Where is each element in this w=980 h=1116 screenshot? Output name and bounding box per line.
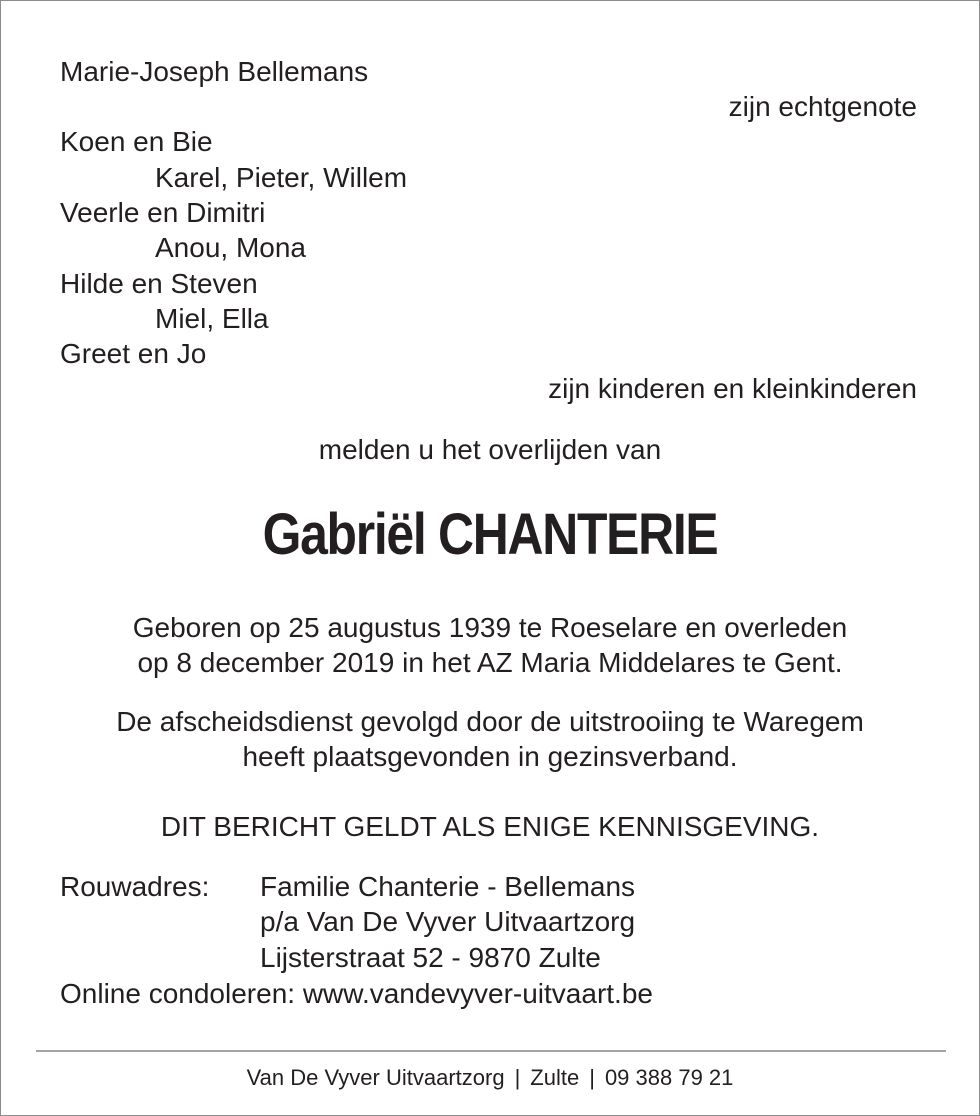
- service-line-2: heeft plaatsgevonden in gezinsverband.: [242, 741, 738, 772]
- official-notice: DIT BERICHT GELDT ALS ENIGE KENNISGEVING.: [160, 811, 820, 842]
- child-couple-2: Veerle en Dimitri: [60, 197, 266, 228]
- footer: [1, 1064, 979, 1092]
- footer-company: Van De Vyver Uitvaartzorg: [246, 1065, 505, 1090]
- address-line-1: Familie Chanterie - Bellemans: [260, 871, 636, 902]
- spouse-name: Marie-Joseph Bellemans: [60, 56, 369, 87]
- birth-death-line-2: op 8 december 2019 in het AZ Maria Middelares te Gent.: [137, 647, 843, 678]
- children-role: zijn kinderen en kleinkinderen: [548, 373, 917, 404]
- birth-death-line-1: Geboren op 25 augustus 1939 te Roeselare en overleden: [132, 612, 848, 643]
- footer-separator: |: [514, 1065, 521, 1090]
- address-label: Rouwadres:: [60, 871, 210, 902]
- deceased-name: Gabriël CHANTERIE: [262, 502, 718, 567]
- grandchildren-2: Anou, Mona: [155, 232, 306, 263]
- spouse-role: zijn echtgenote: [728, 91, 917, 122]
- address-line-3: Lijsterstraat 52 - 9870 Zulte: [260, 942, 601, 973]
- footer-divider: [36, 1050, 946, 1052]
- service-line-1: De afscheidsdienst gevolgd door de uitstrooiing te Waregem: [116, 706, 864, 737]
- footer-phone: 09 388 79 21: [604, 1065, 734, 1090]
- condolence-url[interactable]: www.vandevyver-uitvaart.be: [302, 978, 653, 1009]
- child-couple-1: Koen en Bie: [60, 126, 213, 157]
- child-couple-4: Greet en Jo: [60, 338, 207, 369]
- child-couple-3: Hilde en Steven: [60, 268, 258, 299]
- grandchildren-1: Karel, Pieter, Willem: [155, 162, 408, 193]
- condolence-label: Online condoleren:: [60, 978, 296, 1009]
- grandchildren-3: Miel, Ella: [155, 303, 269, 334]
- footer-separator: |: [589, 1065, 595, 1090]
- condolence-line: [60, 977, 653, 1011]
- address-line-2: p/a Van De Vyver Uitvaartzorg: [260, 906, 636, 937]
- footer-town: Zulte: [530, 1065, 580, 1090]
- intro-text: melden u het overlijden van: [318, 434, 662, 465]
